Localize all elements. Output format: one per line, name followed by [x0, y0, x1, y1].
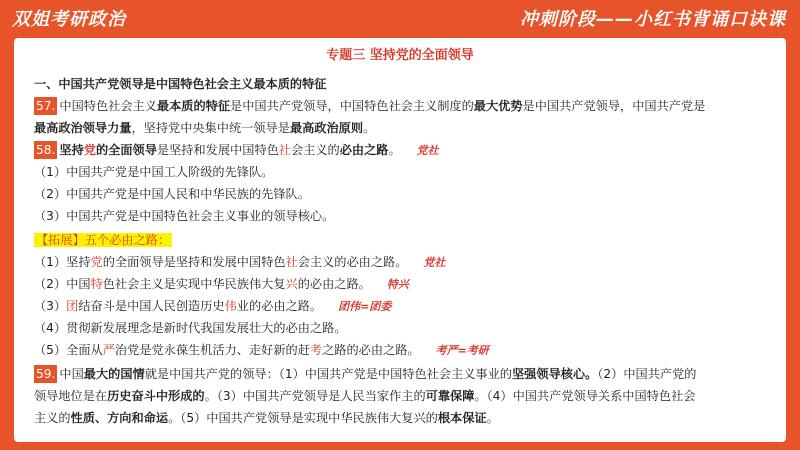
brand-left-title: 双姐考研政治	[12, 9, 126, 30]
text: 中国	[59, 367, 84, 381]
text: （1）坚持	[34, 255, 91, 269]
text: （2）中国共产党的	[597, 367, 697, 381]
extension-item-1	[34, 252, 445, 272]
bold-text: 坚强领导核心。	[511, 367, 598, 381]
text: 是中国共产党领导，中国特色社会主义制度的	[230, 99, 474, 113]
content-card	[14, 38, 786, 442]
bold-text: 根本保证	[437, 411, 487, 425]
item-59-line-1	[34, 364, 696, 384]
bold-text: 最大优势	[473, 99, 523, 113]
bold-text: 最本质的特征	[156, 99, 231, 113]
item-57-line-2	[34, 118, 375, 138]
text: 。（4）中国共产党领导关系中国特色社会	[474, 389, 696, 403]
handwritten-note: 党社	[423, 256, 446, 269]
text: ，坚持党中央集中统一领导是	[131, 121, 290, 135]
text: 治党是党永葆生机活力、走好新的赶	[114, 343, 310, 357]
handwritten-note: 考严=考研	[435, 344, 489, 357]
handwritten-note: 特兴	[386, 278, 409, 291]
item-59-line-3	[34, 408, 499, 428]
highlight-char: 伟	[224, 299, 237, 313]
bold-text: 必由之路	[339, 143, 389, 157]
text: 中国特色社会主义	[59, 99, 157, 113]
text: 。	[363, 121, 376, 135]
bold-text: 最高政治原则	[289, 121, 364, 135]
text: （3）	[34, 299, 67, 313]
text: （2）中国	[34, 277, 91, 291]
item-57-line-1	[34, 96, 705, 116]
bold-text: 性质、方向和命运	[70, 411, 169, 425]
item-number-58: 58.	[36, 143, 56, 157]
extension-item-3	[34, 296, 391, 316]
text: 业的必由之路。	[236, 299, 323, 313]
bold-text: 最高政治领导力量	[34, 121, 132, 135]
highlight-char: 社	[285, 255, 298, 269]
text: 结奋斗是中国人民创造历史	[78, 299, 225, 313]
item-number-59: 59.	[36, 367, 56, 381]
section-heading: 一、中国共产党领导是中国特色社会主义最本质的特征	[34, 77, 327, 91]
text: 的必由之路。	[297, 277, 371, 291]
extension-item-4: （4）贯彻新发展理念是新时代我国发展壮大的必由之路。	[34, 321, 347, 335]
text: （5）全面从	[34, 343, 103, 357]
extension-item-2	[34, 274, 409, 294]
extension-item-5	[34, 340, 489, 360]
item-number-57: 57.	[36, 99, 56, 113]
bold-text: 可靠保障	[425, 389, 475, 403]
highlight-char: 特	[90, 277, 103, 291]
header-bar	[0, 0, 800, 36]
highlight-char: 团	[66, 299, 79, 313]
text: 色社会主义是实现中华民族伟大复	[102, 277, 286, 291]
topic-title: 专题三 坚持党的全面领导	[326, 48, 474, 63]
extension-label-line	[34, 230, 172, 250]
text: 。	[486, 411, 499, 425]
text: 主义的	[34, 411, 71, 425]
highlight-char: 严	[102, 343, 115, 357]
handwritten-note: 党社	[416, 144, 439, 157]
highlight-char: 党	[90, 255, 103, 269]
highlight-char: 社	[278, 143, 291, 157]
item-58-line	[34, 140, 439, 160]
brand-right-title: 冲刺阶段——小红书背诵口诀课	[520, 9, 786, 30]
handwritten-note: 团伟=团委	[338, 300, 392, 313]
text: 会主义的	[290, 143, 340, 157]
item-58-sub-2: （2）中国共产党是中国人民和中华民族的先锋队。	[34, 187, 310, 201]
highlight-char: 考	[309, 343, 323, 357]
text: 会主义的必由之路。	[297, 255, 408, 269]
text: 领导地位是在	[34, 389, 108, 403]
text: 。（5）中国共产党领导是实现中华民族伟大复兴的	[168, 411, 438, 425]
text: 就是中国共产党的领导：（1）中国共产党是中国特色社会主义事业的	[144, 367, 512, 381]
item-58-sub-3: （3）中国共产党是中国特色社会主义事业的领导核心。	[34, 209, 335, 223]
text: 的全面领导是坚持和发展中国特色	[102, 255, 286, 269]
text: 之路的必由之路。	[322, 343, 420, 357]
bold-text: 历史奋斗中形成的	[107, 389, 205, 403]
item-59-line-2	[34, 386, 695, 406]
text: 是坚持和发展中国特色	[156, 143, 279, 157]
bold-text: 坚持	[59, 143, 84, 157]
highlight-char: 兴	[285, 277, 298, 291]
item-58-sub-1: （1）中国共产党是中国工人阶级的先锋队。	[34, 165, 274, 179]
text: 。（3）中国共产党领导是人民当家作主的	[204, 389, 426, 403]
bold-text: 的全面领导	[95, 143, 157, 157]
bold-text: 最大的国情	[83, 367, 145, 381]
text: 是中国共产党领导，中国共产党是	[522, 99, 706, 113]
text: 。	[388, 143, 401, 157]
extension-label: 【拓展】五个必由之路：	[36, 233, 171, 247]
highlight-char: 党	[83, 143, 96, 157]
